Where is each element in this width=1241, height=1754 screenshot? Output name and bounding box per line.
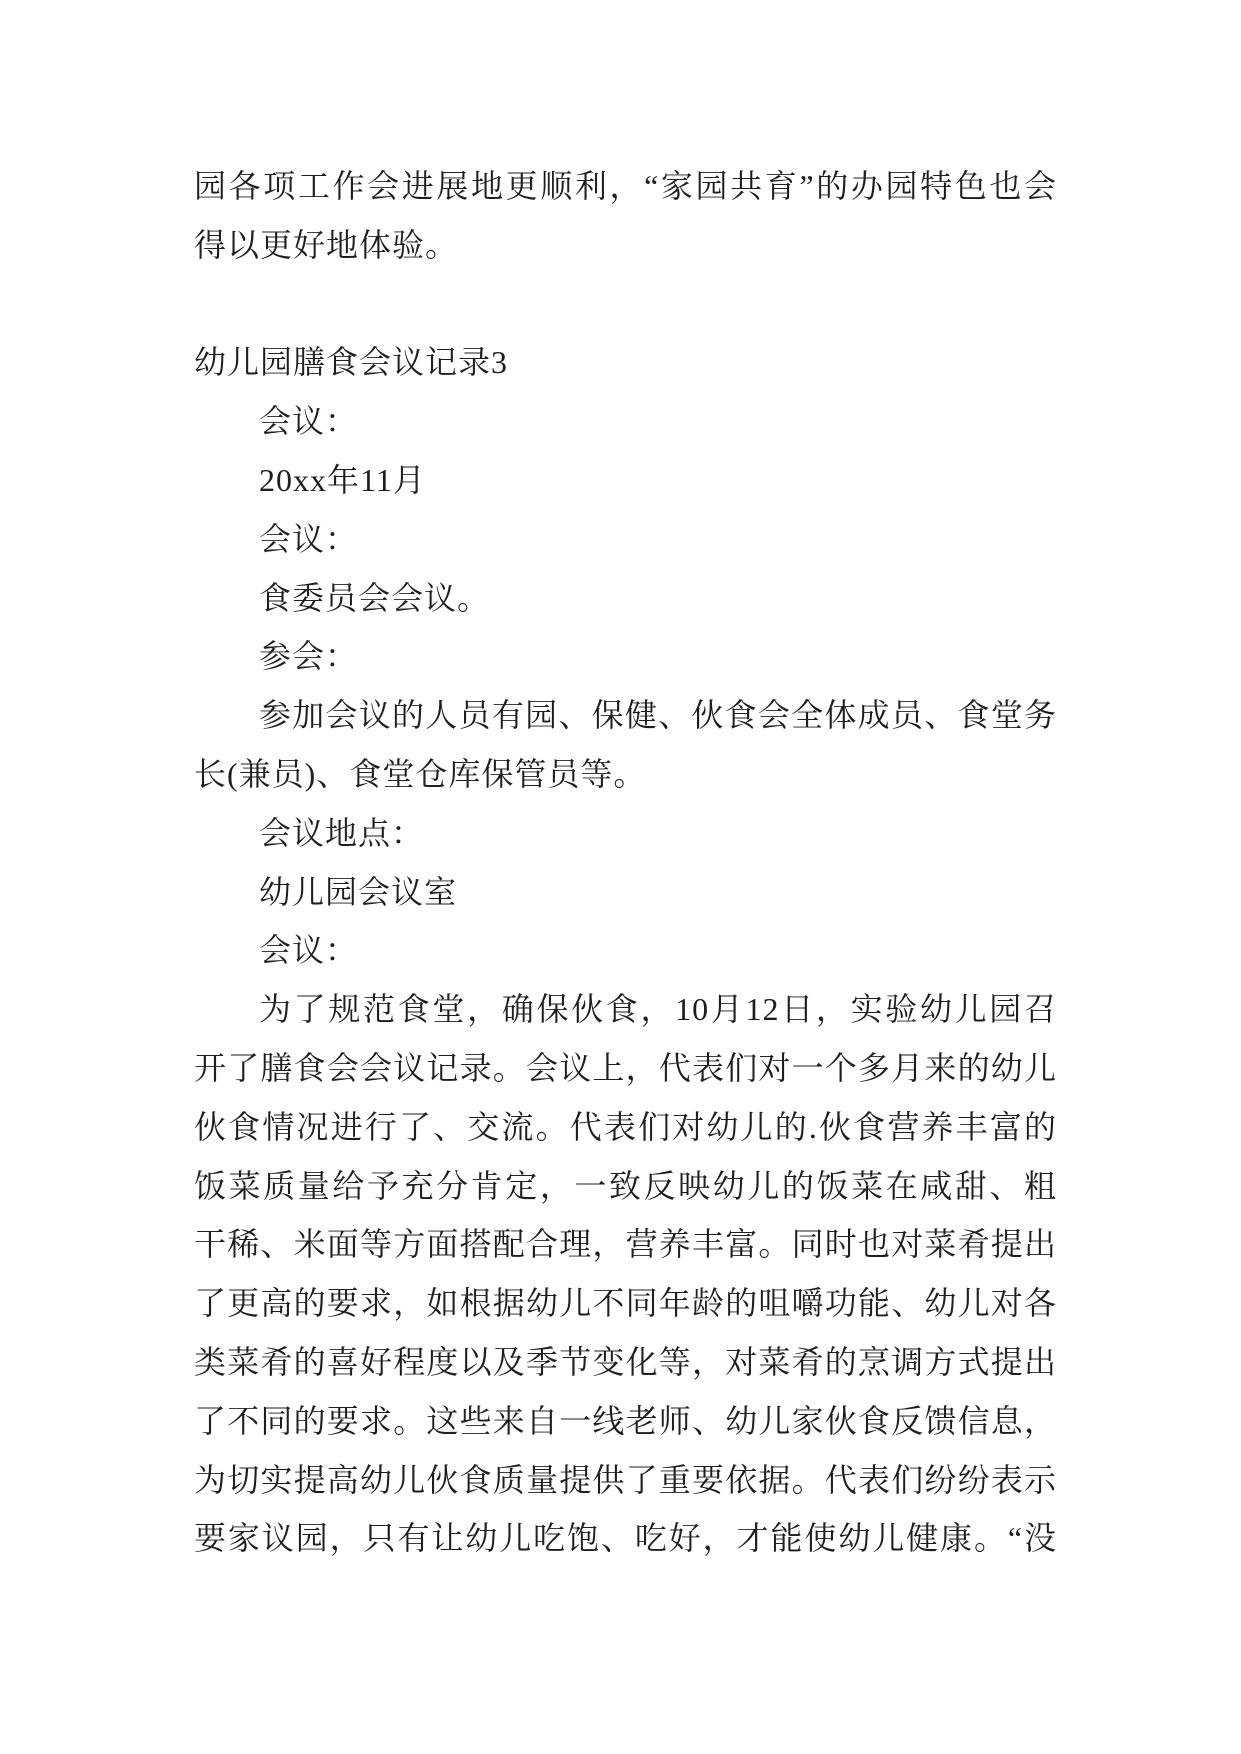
meeting-content-line: 伙食情况进行了、交流。代表们对幼儿的.伙食营养丰富的 [194,1108,1057,1145]
meeting-content-line: 干稀、米面等方面搭配合理，营养丰富。同时也对菜肴提出 [194,1226,1057,1263]
meeting-time-label: 会议： [259,403,359,440]
meeting-content-line: 了更高的要求，如根据幼儿不同年龄的咀嚼功能、幼儿对各 [194,1285,1057,1322]
meeting-content-field [194,921,1057,1568]
meeting-content-line: 为了规范食堂，确保伙食，10月12日，实验幼儿园召 [259,991,1057,1028]
participants-line: 长(兼员)、食堂仓库保管员等。 [194,755,647,792]
section-title: 幼儿园膳食会议记录3 [194,344,509,381]
participants-line: 参加会议的人员有园、保健、伙食会全体成员、食堂务 [259,697,1057,734]
intro-paragraph [194,157,1057,275]
meeting-content-line: 了不同的要求。这些来自一线老师、幼儿家伙食反馈信息， [194,1402,1057,1439]
participants-field [194,627,1057,803]
meeting-content-line: 为切实提高幼儿伙食质量提供了重要依据。代表们纷纷表示 [194,1461,1057,1498]
meeting-content-line: 开了膳食会会议记录。会议上，代表们对一个多月来的幼儿 [194,1049,1057,1086]
document-body [194,157,1057,1568]
meeting-content-label: 会议： [259,932,359,969]
meeting-location-value: 幼儿园会议室 [259,873,458,910]
meeting-time-field [194,392,1057,510]
meeting-topic-label: 会议： [259,520,359,557]
meeting-content-line: 要家议园，只有让幼儿吃饱、吃好，才能使幼儿健康。“没 [194,1520,1057,1557]
blank-line [194,275,1057,334]
meeting-topic-value: 食委员会会议。 [259,579,491,616]
meeting-content-line: 饭菜质量给予充分肯定，一致反映幼儿的饭菜在咸甜、粗 [194,1167,1057,1204]
meeting-location-field [194,804,1057,922]
meeting-location-label: 会议地点： [259,814,425,851]
intro-line: 园各项工作会进展地更顺利，“家园共育”的办园特色也会 [194,168,1057,204]
intro-line: 得以更好地体验。 [194,226,459,263]
meeting-content-line: 类菜肴的喜好程度以及季节变化等，对菜肴的烹调方式提出 [194,1343,1057,1380]
meeting-topic-field [194,510,1057,628]
meeting-time-value: 20xx年11月 [259,461,426,498]
participants-label: 参会： [259,638,359,675]
